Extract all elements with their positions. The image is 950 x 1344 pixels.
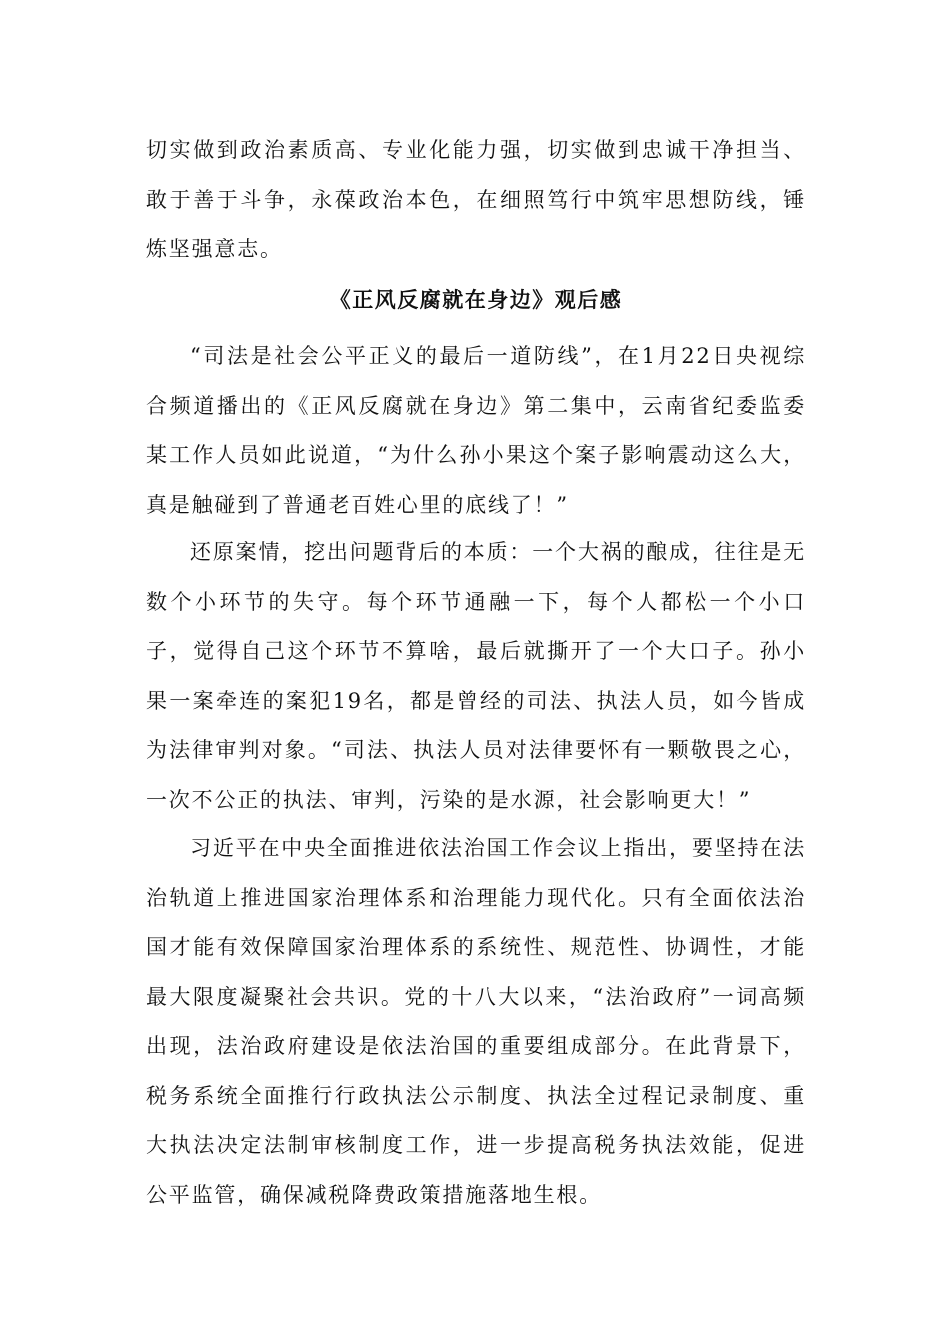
- paragraph-3: 习近平在中央全面推进依法治国工作会议上指出，要坚持在法治轨道上推进国家治理体系和治理能力现代化。只有全面依法治国才能有效保障国家治理体系的系统性、规范性、协调性，才能最大限度凝聚社会共识。党的十八大以来，“法治政府”一词高频出现，法治政府建设是依法治国的重要组成部分。在此背景下，税务系统全面推行行政执法公示制度、执法全过程记录制度、重大执法决定法制审核制度工作，进一步提高税务执法效能，促进公平监管，确保减税降费政策措施落地生根。: [146, 836, 806, 1207]
- paragraph-continued: 切实做到政治素质高、专业化能力强，切实做到忠诚干净担当、敢于善于斗争，永葆政治本色，在细照笃行中筑牢思想防线，锤炼坚强意志。: [146, 138, 806, 261]
- section-title: 《正风反腐就在身边》观后感: [329, 287, 623, 312]
- paragraph-2: 还原案情，挖出问题背后的本质：一个大祸的酿成，往往是无数个小环节的失守。每个环节通融一下，每个人都松一个小口子，觉得自己这个环节不算啥，最后就撕开了一个大口子。孙小果一案牵连的案犯19名，都是曾经的司法、执法人员，如今皆成为法律审判对象。“司法、执法人员对法律要怀有一颗敬畏之心，一次不公正的执法、审判，污染的是水源，社会影响更大！”: [146, 540, 806, 812]
- paragraph-1: “司法是社会公平正义的最后一道防线”，在1月22日央视综合频道播出的《正风反腐就在身边》第二集中，云南省纪委监委某工作人员如此说道，“为什么孙小果这个案子影响震动这么大，真是触碰到了普通老百姓心里的底线了！”: [146, 344, 806, 517]
